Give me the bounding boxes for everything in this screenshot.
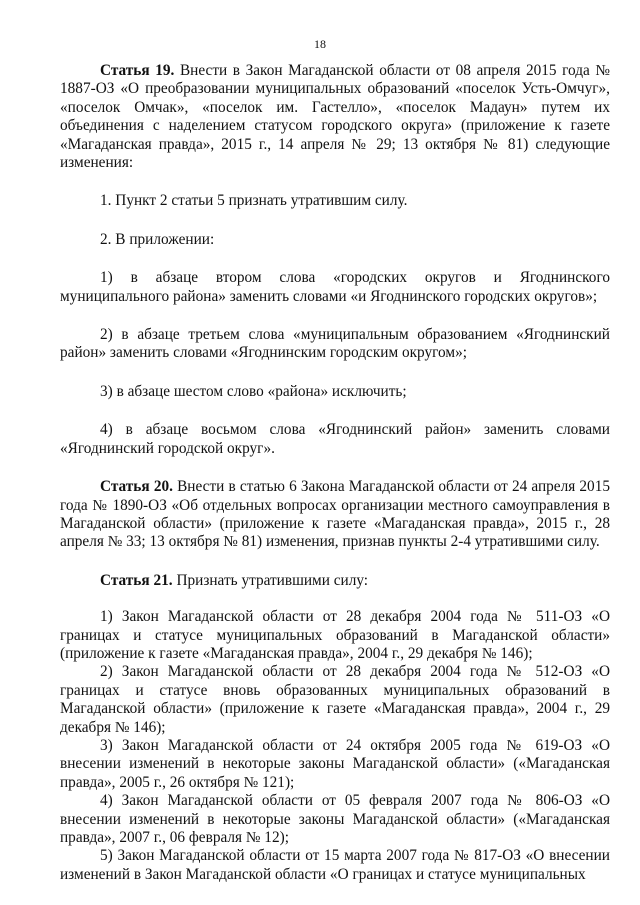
article-19-text: Внести в Закон Магаданской области от 08 апреля 2015 года № 1887-ОЗ «О преобразовании муниципальных образований «поселок Усть-Омчуг», «поселок Омчак», «поселок им. Гастелло», «поселок Мадаун» путем их объединения с наделением статусом городского округа» (приложение к газете «Магаданская правда», 2015 г., 14 апреля № 29; 13 октября № 81) следующие изменения:	[60, 62, 611, 172]
article-21-item: 2) Закон Магаданской области от 28 декабря 2004 года № 512-ОЗ «О границах и статусе вновь образованных муниципальных образований в Магаданской области» (приложение к газете «Магаданская правда», 2004 г., 29 декабря № 146);	[60, 663, 610, 736]
article-19-intro	[60, 62, 610, 172]
article-19-item: 2. В приложении:	[100, 230, 215, 248]
article-20-text: Внести в статью 6 Закона Магаданской области от 24 апреля 2015 года № 1890-ОЗ «Об отдельных вопросах организации местного самоуправления в Магаданской области» (приложение к газете «Магаданская правда», 2015 г., 28 апреля № 33; 13 октября № 81) изменения, признав пункты 2-4 утратившими силу.	[60, 478, 610, 551]
article-19-item: 2) в абзаце третьем слова «муниципальным образованием «Ягоднинский район» заменить словами «Ягоднинским городским округом»;	[60, 326, 610, 362]
article-21-heading: Статья 21.	[100, 571, 173, 589]
document-body	[60, 62, 610, 884]
article-21-item: 5) Закон Магаданской области от 15 марта 2007 года № 817-ОЗ «О внесении изменений в Закон Магаданской области «О границах и статусе муниципальных	[60, 847, 610, 883]
article-19-item: 1. Пункт 2 статьи 5 признать утратившим силу.	[100, 192, 408, 210]
article-20-paragraph	[60, 478, 610, 552]
article-19-item: 3) в абзаце шестом слово «района» исключить;	[100, 382, 407, 400]
article-21-item: 1) Закон Магаданской области от 28 декабря 2004 года № 511-ОЗ «О границах и статусе муниципальных образований в Магаданской области» (приложение к газете «Магаданская правда», 2004 г., 29 декабря № 146);	[60, 608, 610, 662]
article-21-intro	[60, 572, 610, 590]
article-19-heading: Статья 19.	[100, 62, 175, 79]
page-number: 18	[314, 37, 326, 51]
article-20-heading: Статья 20.	[100, 478, 173, 496]
article-21-item: 3) Закон Магаданской области от 24 октября 2005 года № 619-ОЗ «О внесении изменений в некоторые законы Магаданской области» («Магаданская правда», 2005 г., 26 октября № 121);	[60, 736, 610, 791]
article-19-item: 1) в абзаце втором слова «городских округов и Ягоднинского муниципального района» заменить словами «и Ягоднинского городских округов»;	[60, 269, 610, 305]
article-21-text: Признать утратившими силу:	[172, 571, 369, 589]
article-21-item: 4) Закон Магаданской области от 05 февраля 2007 года № 806-ОЗ «О внесении изменений в некоторые законы Магаданской области» («Магаданская правда», 2007 г., 06 февраля № 12);	[60, 792, 610, 846]
article-19-item: 4) в абзаце восьмом слова «Ягоднинский район» заменить словами «Ягоднинский городской округ».	[60, 421, 610, 457]
